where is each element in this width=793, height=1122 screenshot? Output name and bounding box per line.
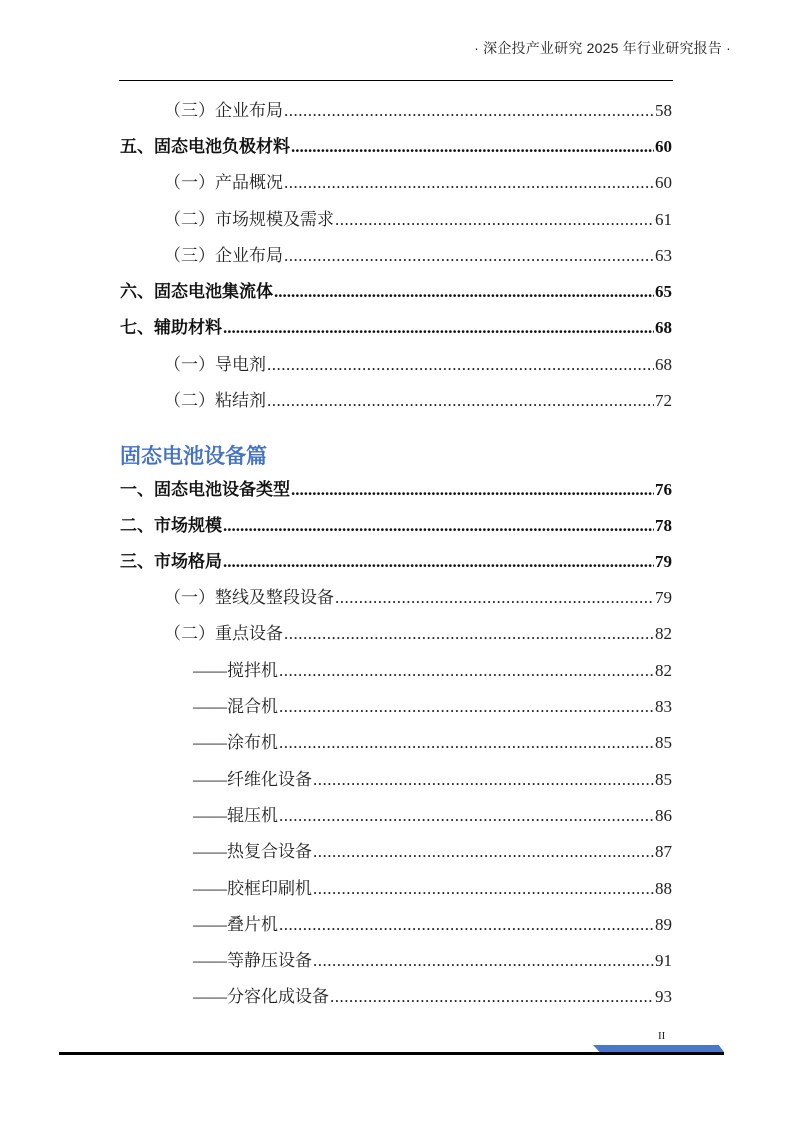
toc-entry-label: （一）产品概况 [164,173,283,192]
toc-entry-label: 三、市场格局 [120,552,222,571]
footer-accent-tab [593,1045,724,1052]
toc-entry[interactable] [0,765,793,793]
toc-entry-page: 83 [655,697,672,716]
toc-leader-dots [223,318,654,338]
toc-entry-label: ——涂布机 [193,733,278,752]
toc-entry-page: 68 [655,318,672,337]
toc-leader-dots [335,210,654,230]
toc-entry-page: 61 [655,210,672,229]
toc-entry[interactable] [0,583,793,611]
toc-entry-page: 58 [655,101,672,120]
toc-entry-page: 72 [655,391,672,410]
toc-entry-page: 63 [655,246,672,265]
toc-entry-page: 76 [655,480,672,499]
toc-entry-label: ——辊压机 [193,806,278,825]
toc-entry-label: （一）整线及整段设备 [164,588,334,607]
toc-entry-page: 86 [655,806,672,825]
toc-entry-label: 一、固态电池设备类型 [120,480,290,499]
toc-entry-page: 79 [655,588,672,607]
toc-leader-dots [279,697,654,717]
toc-entry-label: ——混合机 [193,697,278,716]
toc-leader-dots [313,951,654,971]
toc-leader-dots [279,661,654,681]
toc-entry[interactable] [0,168,793,196]
toc-entry[interactable] [0,132,793,160]
toc-entry-label: ——胶框印刷机 [193,879,312,898]
toc-leader-dots [291,480,654,500]
toc-entry[interactable] [0,837,793,865]
toc-entry[interactable] [0,96,793,124]
toc-entry[interactable] [0,277,793,305]
toc-entry-page: 65 [655,282,672,301]
toc-entry-page: 68 [655,355,672,374]
toc-entry[interactable] [0,801,793,829]
toc-leader-dots [284,246,654,266]
toc-entry-label: （二）粘结剂 [164,391,266,410]
toc-leader-dots [279,915,654,935]
toc-leader-dots [313,879,654,899]
toc-leader-dots [313,770,654,790]
toc-entry[interactable] [0,692,793,720]
toc-entry[interactable] [0,547,793,575]
toc-leader-dots [267,355,654,375]
toc-entry-page: 91 [655,951,672,970]
toc-entry-label: ——分容化成设备 [193,987,329,1006]
toc-entry-page: 60 [655,173,672,192]
toc-entry-page: 82 [655,661,672,680]
toc-entry-label: ——热复合设备 [193,842,312,861]
toc-leader-dots [284,173,654,193]
toc-leader-dots [284,624,654,644]
toc-entry[interactable] [0,475,793,503]
toc-entry-page: 60 [655,137,672,156]
toc-entry-page: 93 [655,987,672,1006]
toc-entry-label: ——搅拌机 [193,661,278,680]
toc-entry[interactable] [0,619,793,647]
report-header-title: · 深企投产业研究 2025 年行业研究报告 · [474,40,731,56]
toc-entry-page: 87 [655,842,672,861]
toc-leader-dots [223,516,654,536]
toc-leader-dots [223,552,654,572]
toc-leader-dots [291,137,654,157]
toc-entry-page: 88 [655,879,672,898]
toc-entry-label: （三）企业布局 [164,246,283,265]
toc-entry-label: （一）导电剂 [164,355,266,374]
section-heading[interactable]: 固态电池设备篇 [120,445,267,468]
toc-leader-dots [274,282,654,302]
toc-entry-page: 78 [655,516,672,535]
toc-entry[interactable] [0,728,793,756]
toc-entry-label: （二）市场规模及需求 [164,210,334,229]
toc-leader-dots [335,588,654,608]
toc-entry[interactable] [0,656,793,684]
toc-entry[interactable] [0,910,793,938]
toc-entry-page: 89 [655,915,672,934]
toc-entry-label: 六、固态电池集流体 [120,282,273,301]
toc-entry-label: ——纤维化设备 [193,770,312,789]
toc-entry[interactable] [0,946,793,974]
toc-entry[interactable] [0,511,793,539]
toc-leader-dots [279,733,654,753]
toc-entry-page: 85 [655,733,672,752]
toc-entry[interactable] [0,874,793,902]
toc-entry-label: 二、市场规模 [120,516,222,535]
toc-entry[interactable] [0,350,793,378]
toc-entry[interactable] [0,386,793,414]
toc-entry-label: ——等静压设备 [193,951,312,970]
toc-entry-label: （二）重点设备 [164,624,283,643]
toc-entry-page: 85 [655,770,672,789]
toc-leader-dots [267,391,654,411]
toc-entry[interactable] [0,205,793,233]
toc-entry-label: 七、辅助材料 [120,318,222,337]
toc-entry-label: 五、固态电池负极材料 [120,137,290,156]
toc-entry-label: （三）企业布局 [164,101,283,120]
toc-entry-label: ——叠片机 [193,915,278,934]
toc-leader-dots [313,842,654,862]
toc-entry-page: 79 [655,552,672,571]
toc-leader-dots [330,987,654,1007]
toc-entry-page: 82 [655,624,672,643]
toc-entry[interactable] [0,313,793,341]
toc-leader-dots [284,101,654,121]
header-divider [119,80,673,81]
toc-entry[interactable] [0,982,793,1010]
footer-divider [59,1052,724,1055]
toc-leader-dots [279,806,654,826]
page-number: II [658,1030,666,1042]
toc-entry[interactable] [0,241,793,269]
